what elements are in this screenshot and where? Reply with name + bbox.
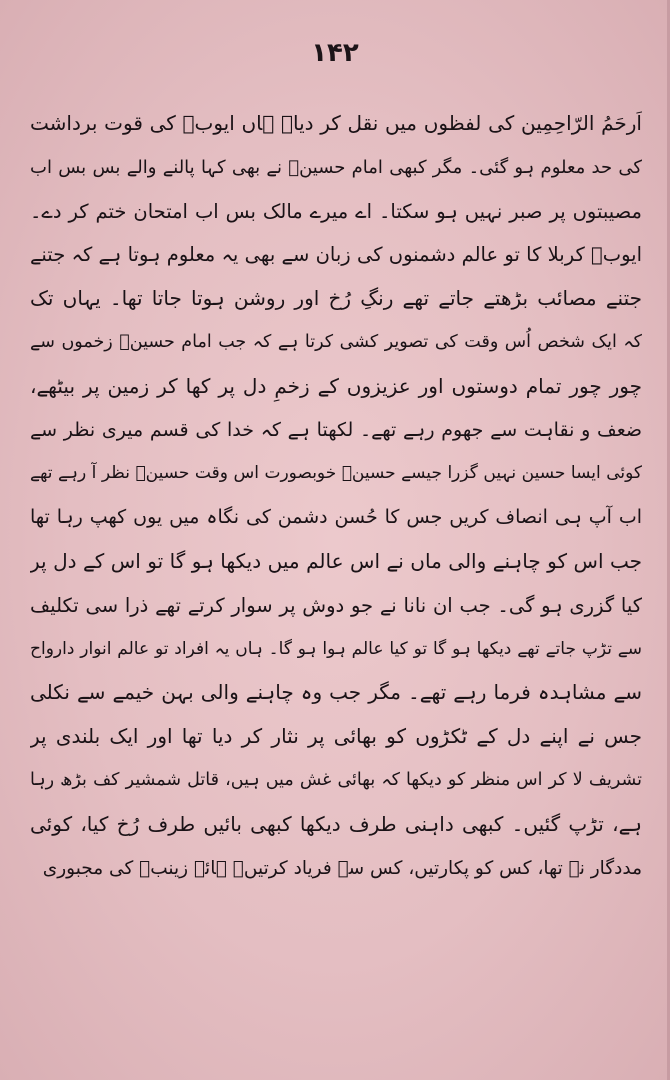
text-line-9: کوئی ایسا حسین نہیں گزرا جیسے حسینؑ خوبصورت اس وقت حسینؑ نظر آ رہے تھے xyxy=(30,463,642,484)
page-number: ۱۴۲ xyxy=(311,38,359,68)
urdu-text-body xyxy=(30,102,642,890)
text-line-11: جب اس کو چاہنے والی ماں نے اس عالم میں دیکھا ہو گا تو اس کے دل پر xyxy=(30,548,642,573)
text-line-18: مددگار نہ تھا، کس کو پکارتیں، کس سے فریاد کرتیں۔ ہائے زینبؑ کی مجبوری xyxy=(42,857,642,879)
text-line-12: کیا گزری ہو گی۔ جب ان نانا نے جو دوش پر سوار کرتے تھے ذرا سی تکلیف xyxy=(30,593,642,617)
text-line-1: اَرحَمُ الرّاحِمِین کی لفظوں میں نقل کر دیا۔ ہاں ایوبؑ کی قوت برداشت xyxy=(30,111,642,135)
text-line-14: سے مشاہدہ فرما رہے تھے۔ مگر جب وہ چاہنے والی بہن خیمے سے نکلی xyxy=(30,680,642,705)
text-line-3: مصیبتوں پر صبر نہیں ہو سکتا۔ اے میرے مالک بس اب امتحان ختم کر دے۔ xyxy=(30,199,642,223)
text-line-10: اب آپ ہی انصاف کریں جس کا حُسن دشمن کی نگاہ میں یوں کھپ رہا تھا xyxy=(30,506,642,529)
text-line-8: ضعف و نقاہت سے جھوم رہے تھے۔ لکھتا ہے کہ خدا کی قسم میری نظر سے xyxy=(30,418,642,441)
text-line-4: ایوبؑ کربلا کا تو عالم دشمنوں کی زبان سے بھی یہ معلوم ہوتا ہے کہ جتنے xyxy=(30,243,642,267)
text-line-6: کہ ایک شخص اُس وقت کی تصویر کشی کرتا ہے کہ جب امام حسینؑ زخموں سے xyxy=(30,331,642,352)
text-line-17: ہے، تڑپ گئیں۔ کبھی داہنی طرف دیکھا کبھی بائیں طرف رُخ کیا، کوئی xyxy=(30,811,642,836)
text-line-13: سے تڑپ جاتے تھے دیکھا ہو گا تو کیا عالم ہوا ہو گا۔ ہاں یہ افراد تو عالم انوار دارواح xyxy=(30,638,642,659)
text-line-2: کی حد معلوم ہو گئی۔ مگر کبھی امام حسینؑ نے بھی کہا پالنے والے بس بس اب xyxy=(30,156,642,178)
text-line-15: جس نے اپنے دل کے ٹکڑوں کو بھائی پر نثار کر دیا تھا اور ایک بلندی پر xyxy=(30,724,642,749)
text-line-7: چور چور تمام دوستوں اور عزیزوں کے زخمِ دل پر کھا کر زمین پر بیٹھے، xyxy=(30,373,642,398)
text-line-16: تشریف لا کر اس منظر کو دیکھا کہ بھائی غش میں ہیں، قاتل شمشیر کف بڑھ رہا xyxy=(30,769,642,790)
text-line-5: جتنے مصائب بڑھتے جاتے تھے رنگِ رُخ اور روشن ہوتا جاتا تھا۔ یہاں تک xyxy=(30,286,642,311)
